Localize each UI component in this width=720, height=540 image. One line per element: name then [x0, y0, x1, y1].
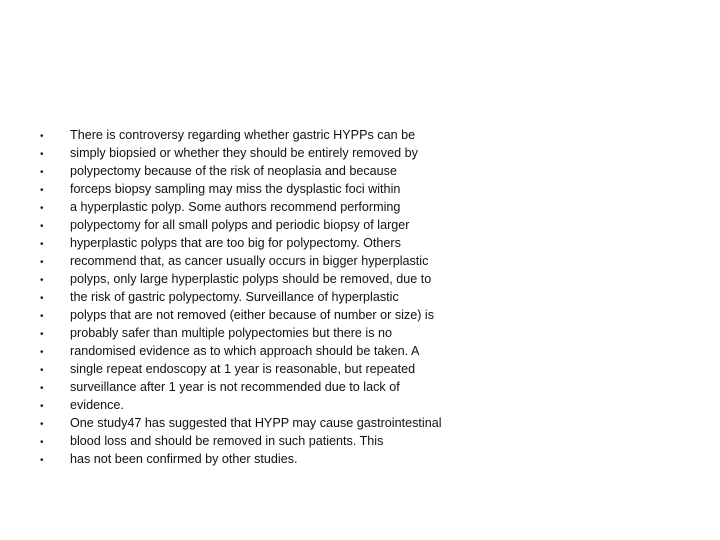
bullet-icon: • — [40, 401, 44, 412]
bullet-text: the risk of gastric polypectomy. Surveillance of hyperplastic — [70, 290, 399, 304]
bullet-text: randomised evidence as to which approach should be taken. A — [70, 344, 420, 358]
bullet-line — [40, 432, 490, 450]
bullet-icon: • — [40, 383, 44, 394]
bullet-line — [40, 342, 490, 360]
bullet-icon: • — [40, 239, 44, 250]
bullet-icon: • — [40, 437, 44, 448]
bullet-text: hyperplastic polyps that are too big for polypectomy. Others — [70, 236, 401, 250]
bullet-icon: • — [40, 275, 44, 286]
bullet-icon: • — [40, 347, 44, 358]
bullet-icon: • — [40, 203, 44, 214]
bullet-line — [40, 306, 490, 324]
bullet-text: polypectomy because of the risk of neoplasia and because — [70, 164, 397, 178]
bullet-text: recommend that, as cancer usually occurs in bigger hyperplastic — [70, 254, 429, 268]
bullet-line — [40, 378, 490, 396]
bullet-text: has not been confirmed by other studies. — [70, 452, 298, 466]
bullet-text: evidence. — [70, 398, 124, 412]
bullet-line — [40, 126, 490, 144]
bullet-text: surveillance after 1 year is not recommended due to lack of — [70, 380, 400, 394]
bullet-text: simply biopsied or whether they should be entirely removed by — [70, 146, 418, 160]
bullet-line — [40, 288, 490, 306]
bullet-icon: • — [40, 455, 44, 466]
bullet-line — [40, 234, 490, 252]
bullet-line — [40, 414, 490, 432]
bullet-line — [40, 162, 490, 180]
bullet-line — [40, 180, 490, 198]
bullet-text: polyps, only large hyperplastic polyps should be removed, due to — [70, 272, 432, 286]
bullet-text: One study47 has suggested that HYPP may cause gastrointestinal — [70, 416, 442, 430]
bullet-line — [40, 360, 490, 378]
bullet-text: single repeat endoscopy at 1 year is reasonable, but repeated — [70, 362, 416, 376]
bullet-icon: • — [40, 167, 44, 178]
bullet-text: There is controversy regarding whether gastric HYPPs can be — [70, 128, 416, 142]
bullet-icon: • — [40, 329, 44, 340]
bullet-line — [40, 252, 490, 270]
bullet-text: forceps biopsy sampling may miss the dysplastic foci within — [70, 182, 401, 196]
bullet-text: polyps that are not removed (either because of number or size) is — [70, 308, 435, 322]
bullet-line — [40, 324, 490, 342]
bullet-text: probably safer than multiple polypectomies but there is no — [70, 326, 393, 340]
bullet-text: a hyperplastic polyp. Some authors recommend performing — [70, 200, 401, 214]
bullet-line — [40, 396, 490, 414]
bullet-line — [40, 270, 490, 288]
bullet-icon: • — [40, 221, 44, 232]
bullet-icon: • — [40, 419, 44, 430]
bullet-icon: • — [40, 257, 44, 268]
bullet-icon: • — [40, 131, 44, 142]
bullet-list — [40, 126, 490, 468]
bullet-icon: • — [40, 185, 44, 196]
bullet-line — [40, 216, 490, 234]
bullet-icon: • — [40, 311, 44, 322]
bullet-line — [40, 450, 490, 468]
bullet-icon: • — [40, 293, 44, 304]
bullet-text: polypectomy for all small polyps and periodic biopsy of larger — [70, 218, 410, 232]
bullet-line — [40, 144, 490, 162]
bullet-icon: • — [40, 149, 44, 160]
bullet-text: blood loss and should be removed in such patients. This — [70, 434, 384, 448]
bullet-line — [40, 198, 490, 216]
bullet-icon: • — [40, 365, 44, 376]
